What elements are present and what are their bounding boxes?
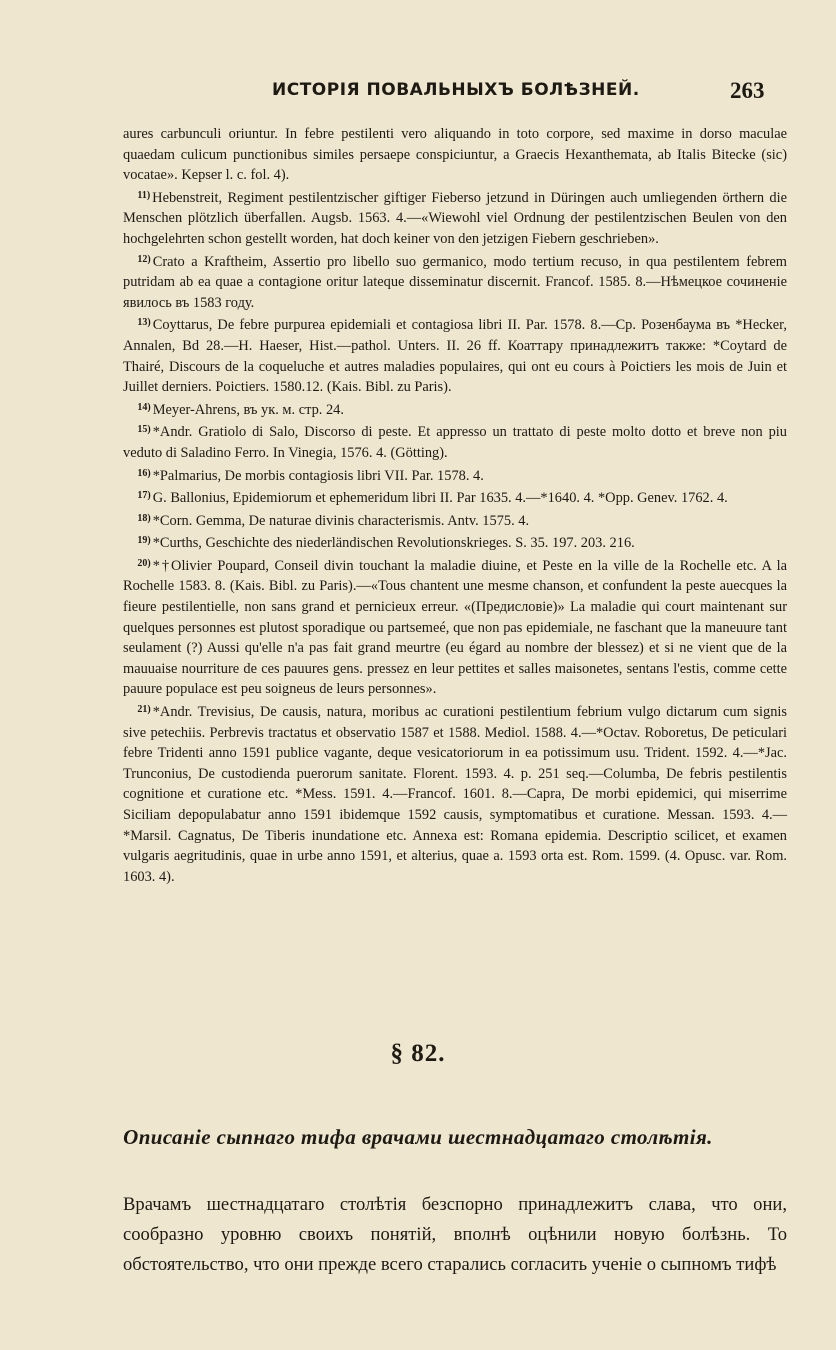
footnote-19: $^{19)}$ *Curths, Geschichte des niederländischen Revolutionskrieges. S. 35. 197. 203. 216. xyxy=(137,535,635,552)
section-number: § 82. xyxy=(390,1040,446,1067)
section-title: Описаніе сыпнаго тифа врачами шестнадцатаго столѣтія. xyxy=(123,1125,713,1149)
footnotes xyxy=(123,124,787,887)
running-title: ИСТОРІЯ ПОВАЛЬНЫХЪ БОЛѢЗНЕЙ. xyxy=(272,80,640,100)
footnote-20: $^{20)}$ *†Olivier Poupard, Conseil divin touchant la maladie diuine, et Peste en la ville de la Rochelle etc. A la Rochelle 1583. 8. (Kais. Bibl. zu Paris).—«Tous chantent une mesme chanson, et confundent la peste auecques la fieure pestilentielle, non sans grand et pernicieux erreur. «(Предисловіе)» La maladie qui court maintenant sur quelques personnes est plutost sporadique ou partsemeé, que non pas epidemiale, ne faschant que la maneuure tant seulament (?) Aussi qu'elle n'a pas fait grand meurtre (eu égard au nombre der blessez) et si ne vient que de la mauuaise nourriture de ces pauures gens. pressez en leur pettites et salles maisonetes, sentans l'estis, comme cette pauure populace est peu soigneus de leurs personnes». xyxy=(123,557,787,698)
footnote-15: $^{15)}$ *Andr. Gratiolo di Salo, Discorso di peste. Et appresso un trattato di peste molto dotto et breve non piu veduto di Saladino Ferro. In Vinegia, 1576. 4. (Götting). xyxy=(123,424,787,461)
footnote-14: $^{14)}$ Meyer-Ahrens, въ ук. м. стр. 24. xyxy=(137,401,344,418)
footnote-11: $^{11)}$ Hebenstreit, Regiment pestilentzischer giftiger Fieberso jetzund in Düringen auch umliegenden örthern die Menschen plötzlich überfallen. Augsb. 1563. 4.—«Wiewohl viel Ordnung der pestilentzischen Beulen von den hochgelehrten schon gestellt worden, hat doch keiner von den jetzigen Fiebern geschrieben». xyxy=(123,189,787,247)
page-header xyxy=(0,78,836,106)
footnote-18: $^{18)}$ *Corn. Gemma, De naturae divinis characterismis. Antv. 1575. 4. xyxy=(137,512,530,529)
footnote-continuation: aures carbunculi oriuntur. In febre pestilenti vero aliquando in toto corpore, sed maxime in dorso maculae quaedam culicum punctionibus similes persaepe conspiciuntur, a Graecis Hexanthemata, ab Italis Bitecke (sic) vocatae». Kepser l. c. fol. 4). xyxy=(123,126,787,184)
footnote-13: $^{13)}$ Coyttarus, De febre purpurea epidemiali et contagiosa libri II. Par. 1578. 8.—Ср. Розенбаума въ *Hecker, Annalen, Bd 28.—H. Haeser, Hist.—pathol. Unters. II. 26 ff. Коаттару принадлежитъ также: *Coytard de Thairé, Discours de la coqueluche et autres maladies populaires, qui ont eu cours à Poictiers les mois de Juin et Juillet derniers. Poictiers. 1580.12. (Kais. Bibl. zu Paris). xyxy=(123,317,787,396)
footnote-17: $^{17)}$ G. Ballonius, Epidemiorum et ephemeridum libri II. Par 1635. 4.—*1640. 4. *Opp. Genev. 1762. 4. xyxy=(137,490,728,507)
body-paragraph: Врачамъ шестнадцатаго столѣтія безспорно принадлежитъ слава, что они, сообразно уровню своихъ понятій, вполнѣ оцѣнили новую болѣзнь. То обстоятельство, что они прежде всего старались согласить ученіе о сыпномъ тифѣ xyxy=(123,1194,787,1275)
footnote-21: $^{21)}$ *Andr. Trevisius, De causis, natura, moribus ac curationi pestilentium febrium vulgo dictarum cum signis sive petechiis. Perbrevis tractatus et observatio 1587 et 1588. Mediol. 1588. 4.—*Octav. Roboretus, De peticulari febre Tridenti anno 1591 publice vagante, deque vesicatoriorum in ea potissimum usu. Trident. 1592. 4.—*Jac. Trunconius, De custodienda puerorum sanitate. Florent. 1593. 4. p. 251 seq.—Columba, De febris pestilentis cognitione et curatione etc. *Mess. 1591. 4.—Francof. 1601. 8.—Capra, De morbi epidemici, qui miserrime Siciliam depopulabatur anno 1591 ibidemque 1592 causis, symptomatibus et curatione. Messan. 1593. 4.—*Marsil. Cagnatus, De Tiberis inundatione etc. Annexa est: Romana epidemia. Descriptio scilicet, et examen vulgaris aegritudinis, quae in urbe anno 1591, et alterius, quae a. 1593 orta est. Rom. 1599. (4. Opusc. var. Rom. 1603. 4). xyxy=(123,704,787,885)
footnote-12: $^{12)}$ Crato a Kraftheim, Assertio pro libello suo germanico, modo tertium recuso, in qua pestilentem febrem putridam ab ea quae a contagione oritur lateque disseminatur discernit. Francof. 1585. 8.—Нѣмецкое сочиненіе явилось въ 1583 году. xyxy=(123,253,787,311)
page-number: 263 xyxy=(730,78,765,103)
footnote-16: $^{16)}$ *Palmarius, De morbis contagiosis libri VII. Par. 1578. 4. xyxy=(137,467,484,484)
